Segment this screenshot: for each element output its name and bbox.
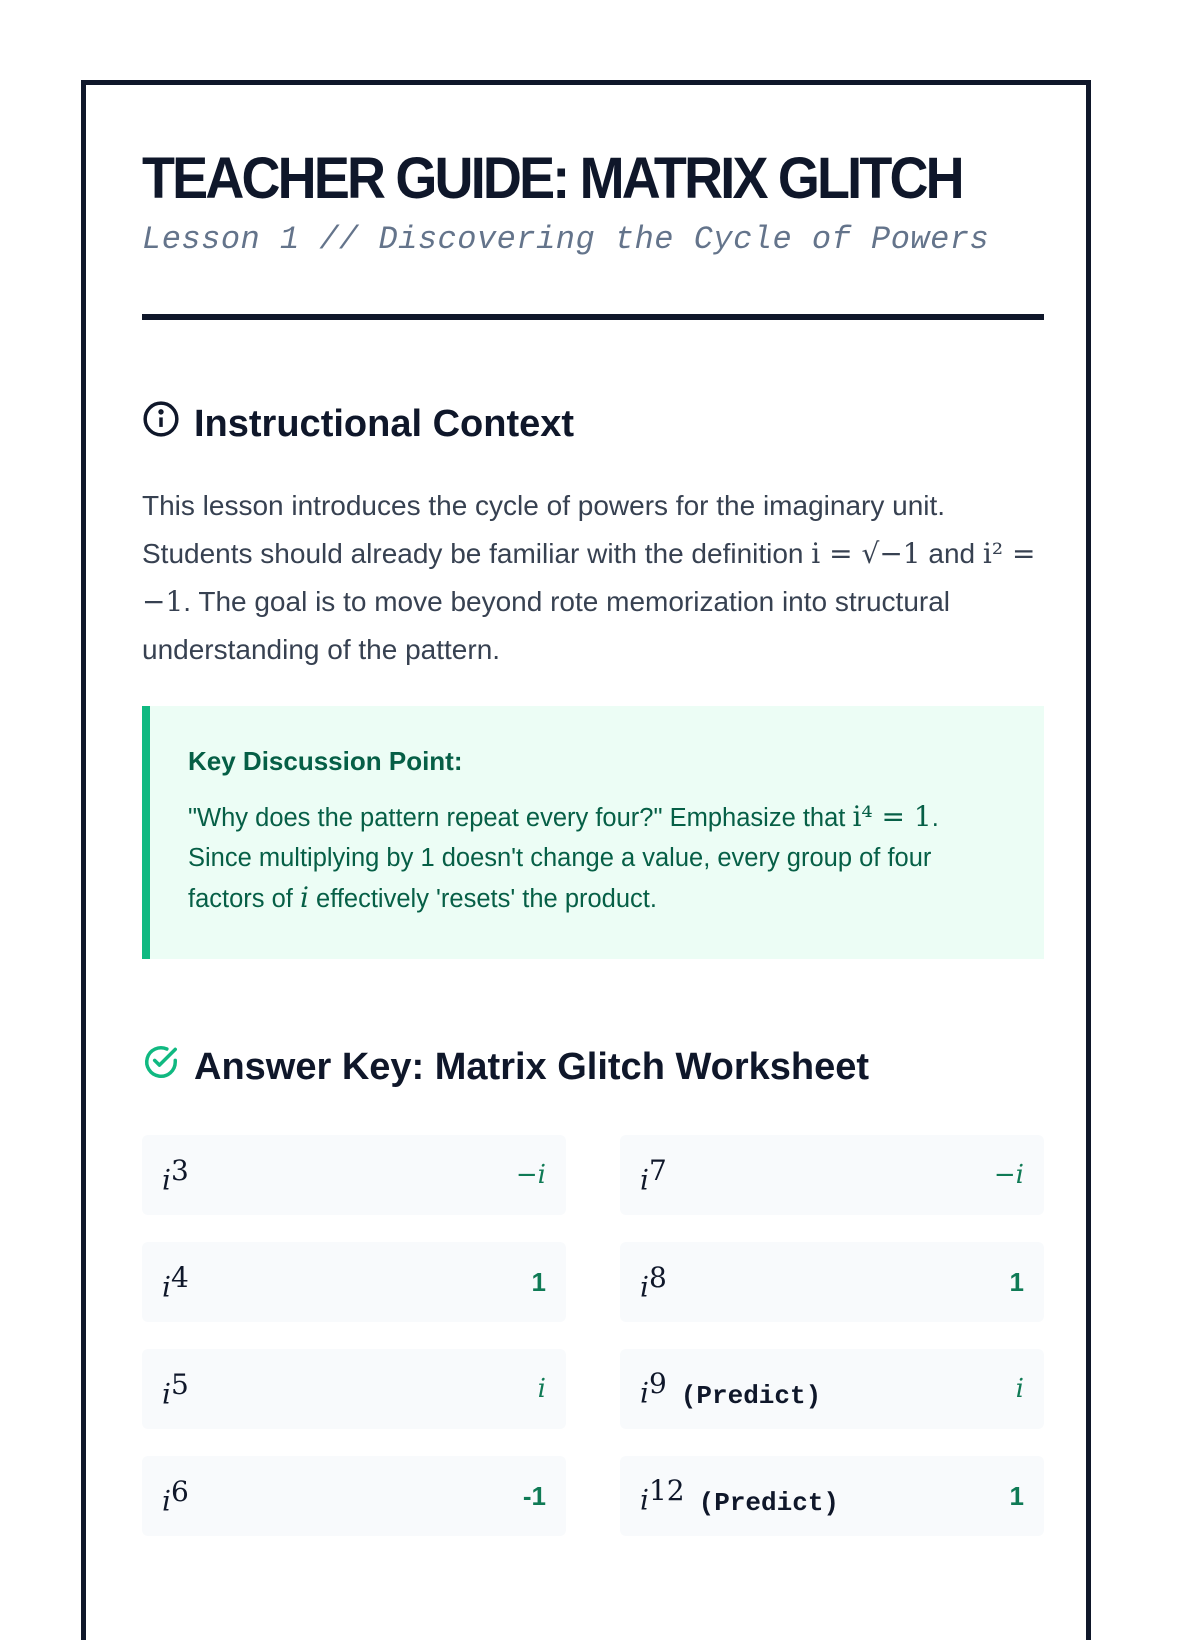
callout-text xyxy=(188,797,1004,919)
answer-item xyxy=(620,1349,1044,1429)
base: i xyxy=(162,1377,171,1411)
text: and xyxy=(920,538,983,569)
divider xyxy=(142,314,1044,320)
answer: −i xyxy=(993,1160,1024,1190)
exponent: 6 xyxy=(170,1474,189,1508)
exponent: 7 xyxy=(648,1153,667,1187)
heading-text: Answer Key: Matrix Glitch Worksheet xyxy=(194,1045,870,1088)
base: i xyxy=(640,1376,649,1410)
base: i xyxy=(640,1163,649,1197)
answer: -1 xyxy=(522,1480,546,1511)
info-icon xyxy=(142,400,180,448)
text: . The goal is to move beyond rote memorization into structural understanding of the pattern. xyxy=(142,586,951,665)
answer-item xyxy=(142,1135,566,1215)
question xyxy=(162,1261,189,1304)
context-paragraph xyxy=(142,482,1044,674)
callout-label: Key Discussion Point: xyxy=(188,746,463,776)
math-definition: i = √−1 xyxy=(811,537,921,570)
exponent: 9 xyxy=(648,1367,667,1401)
base: i xyxy=(640,1270,649,1304)
base: i xyxy=(162,1484,171,1518)
page-title: TEACHER GUIDE: MATRIX GLITCH xyxy=(142,146,962,211)
exponent: 8 xyxy=(648,1260,667,1294)
base: i xyxy=(640,1483,649,1517)
answer-item xyxy=(142,1242,566,1322)
question xyxy=(162,1475,189,1518)
teacher-guide-card xyxy=(81,80,1091,1640)
answer-item xyxy=(142,1349,566,1429)
exponent: 12 xyxy=(648,1474,685,1508)
check-circle-icon xyxy=(142,1043,180,1091)
question xyxy=(162,1154,189,1197)
question xyxy=(162,1368,189,1411)
answer-item xyxy=(142,1456,566,1536)
math: i⁴ = 1 xyxy=(852,800,932,833)
answer: 1 xyxy=(1009,1266,1024,1297)
question xyxy=(640,1474,839,1518)
answer-item xyxy=(620,1242,1044,1322)
predict-label: (Predict) xyxy=(680,1380,822,1411)
predict-label: (Predict) xyxy=(698,1487,840,1518)
exponent: 3 xyxy=(170,1153,189,1187)
text: "Why does the pattern repeat every four?" Emphasize that xyxy=(188,804,853,832)
heading-text: Instructional Context xyxy=(194,402,575,445)
page-subtitle: Lesson 1 // Discovering the Cycle of Powers xyxy=(142,221,990,258)
answer-grid xyxy=(142,1135,1044,1536)
answer-item xyxy=(620,1456,1044,1536)
question xyxy=(640,1261,667,1304)
section-heading-answers xyxy=(142,1043,1044,1091)
text: effectively 'resets' the product. xyxy=(308,885,657,913)
question xyxy=(640,1154,667,1197)
base: i xyxy=(162,1163,171,1197)
answer: i xyxy=(537,1374,546,1404)
text: This lesson introduces the cycle of powers for the imaginary unit. Students should already be familiar with the definition xyxy=(142,490,946,569)
math-square: i² = −1 xyxy=(142,537,1036,618)
text: . Since multiplying by 1 doesn't change a value, every group of four factors of xyxy=(188,804,939,913)
answer: −i xyxy=(515,1160,546,1190)
discussion-callout xyxy=(142,706,1044,959)
exponent: 4 xyxy=(170,1260,189,1294)
exponent: 5 xyxy=(170,1367,189,1401)
math: i xyxy=(299,881,309,914)
base: i xyxy=(162,1270,171,1304)
question xyxy=(640,1367,821,1411)
section-heading-context xyxy=(142,400,1044,448)
answer-item xyxy=(620,1135,1044,1215)
answer: 1 xyxy=(531,1266,546,1297)
answer: 1 xyxy=(1009,1480,1024,1511)
answer: i xyxy=(1015,1374,1024,1404)
